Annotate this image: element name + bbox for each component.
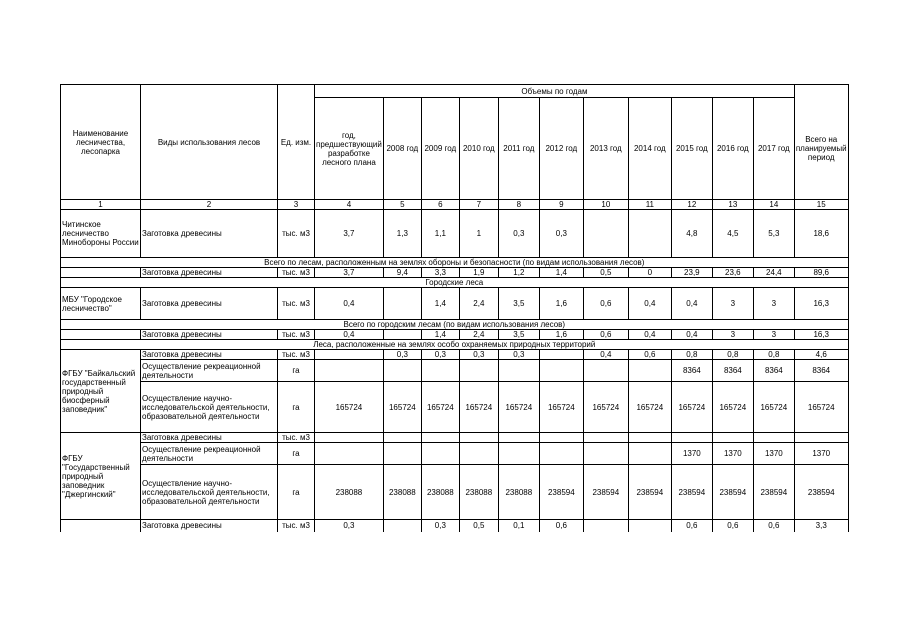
column-number: 12 [671,200,712,210]
value-cell: 0,6 [753,520,794,532]
use-type: Заготовка древесины [141,210,278,258]
value-cell [459,360,498,382]
value-cell: 165724 [459,382,498,433]
value-cell: 2,4 [459,330,498,340]
unit: тыс. м3 [278,210,315,258]
value-cell [671,433,712,443]
value-cell: 0,4 [315,330,384,340]
header-year-2017: 2017 год [753,98,794,200]
forestry-name: МБУ "Городское лесничество" [61,288,141,320]
value-cell [753,433,794,443]
column-number: 13 [712,200,753,210]
value-cell: 0,5 [459,520,498,532]
unit: тыс. м3 [278,433,315,443]
column-numbers-row [61,200,849,210]
header-year-2013: 2013 год [583,98,628,200]
header-year-2010: 2010 год [459,98,498,200]
value-cell: 5,3 [753,210,794,258]
header-use-type: Виды использования лесов [141,85,278,200]
section-city-total: Всего по городским лесам (по видам использования лесов) [61,320,849,330]
value-cell: 3,5 [498,330,539,340]
header-unit: Ед. изм. [278,85,315,200]
value-cell: 0 [628,268,671,278]
value-cell: 0,4 [671,330,712,340]
table-row-baikal-research [61,382,849,433]
value-cell: 0,3 [421,350,459,360]
value-cell: 9,4 [383,268,421,278]
value-cell: 165724 [539,382,583,433]
column-number: 14 [753,200,794,210]
value-cell: 0,5 [583,268,628,278]
use-type: Заготовка древесины [141,433,278,443]
unit: га [278,360,315,382]
value-cell: 238088 [315,465,384,520]
value-cell: 0,3 [498,350,539,360]
use-type: Осуществление рекреационной деятельности [141,443,278,465]
header-year-2015: 2015 год [671,98,712,200]
value-cell [315,360,384,382]
section-protected-areas: Леса, расположенные на землях особо охраняемых природных территорий [61,340,849,350]
forest-use-volumes-table [60,84,849,532]
value-cell: 0,3 [539,210,583,258]
value-cell: 0,1 [498,520,539,532]
value-cell: 3,3 [421,268,459,278]
value-cell: 1,1 [421,210,459,258]
value-cell: 238088 [498,465,539,520]
value-cell: 3,7 [315,268,384,278]
header-total-top [794,85,848,98]
value-cell [315,350,384,360]
header-year-2014: 2014 год [628,98,671,200]
value-cell: 0,4 [583,350,628,360]
value-cell: 3 [753,288,794,320]
value-cell: 165724 [628,382,671,433]
use-type: Осуществление научно-исследовательской деятельности, образовательной деятельности [141,382,278,433]
value-cell: 0,8 [712,350,753,360]
column-number: 7 [459,200,498,210]
column-number: 1 [61,200,141,210]
value-cell: 3 [712,288,753,320]
value-cell: 0,6 [583,288,628,320]
unit: га [278,465,315,520]
value-cell: 1,9 [459,268,498,278]
value-cell [539,443,583,465]
value-cell [539,433,583,443]
value-cell [383,520,421,532]
column-number: 10 [583,200,628,210]
table-row-city-total [61,330,849,340]
value-cell: 16,3 [794,330,848,340]
value-cell: 0,3 [383,350,421,360]
header-year-2016: 2016 год [712,98,753,200]
value-cell [421,433,459,443]
header-year-2009: 2009 год [421,98,459,200]
value-cell [459,443,498,465]
value-cell: 165724 [712,382,753,433]
header-volumes-by-year: Объемы по годам [315,85,795,98]
value-cell: 3 [753,330,794,340]
value-cell: 165724 [753,382,794,433]
use-type: Осуществление научно-исследовательской деятельности, образовательной деятельности [141,465,278,520]
section-defense-total: Всего по лесам, расположенным на землях обороны и безопасности (по видам использования лесов) [61,258,849,268]
value-cell: 0,8 [671,350,712,360]
value-cell: 18,6 [794,210,848,258]
value-cell: 8364 [794,360,848,382]
value-cell [459,433,498,443]
value-cell: 0,6 [539,520,583,532]
table-row-last [61,520,849,532]
column-number: 6 [421,200,459,210]
value-cell: 4,6 [794,350,848,360]
value-cell [712,433,753,443]
use-type: Осуществление рекреационной деятельности [141,360,278,382]
value-cell: 238594 [628,465,671,520]
value-cell: 1,4 [421,330,459,340]
value-cell: 238088 [421,465,459,520]
value-cell: 4,8 [671,210,712,258]
table-row-defense-total [61,268,849,278]
value-cell: 238088 [383,465,421,520]
value-cell: 0,4 [671,288,712,320]
column-number: 5 [383,200,421,210]
value-cell: 4,5 [712,210,753,258]
value-cell: 8364 [712,360,753,382]
column-number: 8 [498,200,539,210]
value-cell: 0,6 [671,520,712,532]
value-cell: 165724 [794,382,848,433]
value-cell: 1,3 [383,210,421,258]
table-row-chita [61,210,849,258]
value-cell: 1370 [753,443,794,465]
use-type: Заготовка древесины [141,288,278,320]
value-cell: 23,6 [712,268,753,278]
value-cell: 8364 [671,360,712,382]
value-cell [498,443,539,465]
value-cell: 0,3 [315,520,384,532]
column-number: 15 [794,200,848,210]
value-cell [583,443,628,465]
value-cell: 1,6 [539,330,583,340]
value-cell: 1,6 [539,288,583,320]
column-number: 2 [141,200,278,210]
value-cell: 238594 [712,465,753,520]
use-type: Заготовка древесины [141,268,278,278]
value-cell: 1370 [794,443,848,465]
value-cell: 165724 [315,382,384,433]
value-cell: 3,3 [794,520,848,532]
value-cell [383,433,421,443]
column-number: 4 [315,200,384,210]
header-year-2008: 2008 год [383,98,421,200]
table-row-dzherg-recreation [61,443,849,465]
value-cell: 165724 [671,382,712,433]
value-cell: 165724 [498,382,539,433]
value-cell [383,330,421,340]
value-cell: 238594 [583,465,628,520]
value-cell: 89,6 [794,268,848,278]
use-type: Заготовка древесины [141,520,278,532]
value-cell: 1,4 [421,288,459,320]
value-cell: 16,3 [794,288,848,320]
value-cell: 238594 [539,465,583,520]
empty-cell [61,330,141,340]
value-cell: 8364 [753,360,794,382]
value-cell [383,360,421,382]
value-cell [794,433,848,443]
value-cell [539,350,583,360]
value-cell: 165724 [421,382,459,433]
value-cell: 1,2 [498,268,539,278]
table-row-mbu [61,288,849,320]
value-cell [628,443,671,465]
value-cell [383,288,421,320]
value-cell: 1370 [712,443,753,465]
value-cell: 23,9 [671,268,712,278]
value-cell: 0,4 [628,288,671,320]
value-cell [498,360,539,382]
unit: га [278,382,315,433]
value-cell: 2,4 [459,288,498,320]
value-cell: 3,7 [315,210,384,258]
section-city-forests: Городские леса [61,278,849,288]
column-number: 9 [539,200,583,210]
value-cell [628,360,671,382]
value-cell: 0,3 [421,520,459,532]
value-cell [383,443,421,465]
value-cell: 238594 [753,465,794,520]
header-prev-year: год, предшествующий разработке лесного плана [315,98,384,200]
value-cell: 3 [712,330,753,340]
value-cell [421,443,459,465]
forestry-name: ФГБУ "Байкальский государственный природный биосферный заповедник" [61,350,141,433]
value-cell [583,433,628,443]
unit: тыс. м3 [278,350,315,360]
value-cell: 0,4 [628,330,671,340]
forestry-name: Читинское лесничество Минобороны России [61,210,141,258]
table-row-dzherg-research [61,465,849,520]
header-year-2011: 2011 год [498,98,539,200]
header-total: Всего на планируемый период [794,98,848,200]
empty-cell [61,268,141,278]
value-cell: 0,8 [753,350,794,360]
value-cell [583,520,628,532]
value-cell: 165724 [383,382,421,433]
value-cell [583,210,628,258]
unit: тыс. м3 [278,268,315,278]
value-cell: 238088 [459,465,498,520]
value-cell [583,360,628,382]
value-cell: 0,4 [315,288,384,320]
table-row-dzherg-timber [61,433,849,443]
empty-cell [61,520,141,532]
value-cell [421,360,459,382]
table-row-baikal-recreation [61,360,849,382]
table-row-baikal-timber [61,350,849,360]
value-cell: 0,6 [583,330,628,340]
value-cell: 1 [459,210,498,258]
value-cell: 238594 [794,465,848,520]
unit: тыс. м3 [278,330,315,340]
value-cell: 0,6 [628,350,671,360]
forestry-name: ФГБУ "Государственный природный заповедник "Джергинский" [61,433,141,520]
value-cell: 0,3 [498,210,539,258]
value-cell: 0,6 [712,520,753,532]
value-cell: 3,5 [498,288,539,320]
unit: тыс. м3 [278,288,315,320]
value-cell [498,433,539,443]
value-cell: 238594 [671,465,712,520]
unit: га [278,443,315,465]
value-cell [315,433,384,443]
value-cell [539,360,583,382]
unit: тыс. м3 [278,520,315,532]
column-number: 11 [628,200,671,210]
header-year-2012: 2012 год [539,98,583,200]
use-type: Заготовка древесины [141,330,278,340]
value-cell [628,210,671,258]
header-forestry-name: Наименование лесничества, лесопарка [61,85,141,200]
value-cell: 24,4 [753,268,794,278]
value-cell: 1,4 [539,268,583,278]
value-cell [628,433,671,443]
value-cell: 165724 [583,382,628,433]
column-number: 3 [278,200,315,210]
value-cell: 0,3 [459,350,498,360]
use-type: Заготовка древесины [141,350,278,360]
value-cell [628,520,671,532]
value-cell: 1370 [671,443,712,465]
value-cell [315,443,384,465]
